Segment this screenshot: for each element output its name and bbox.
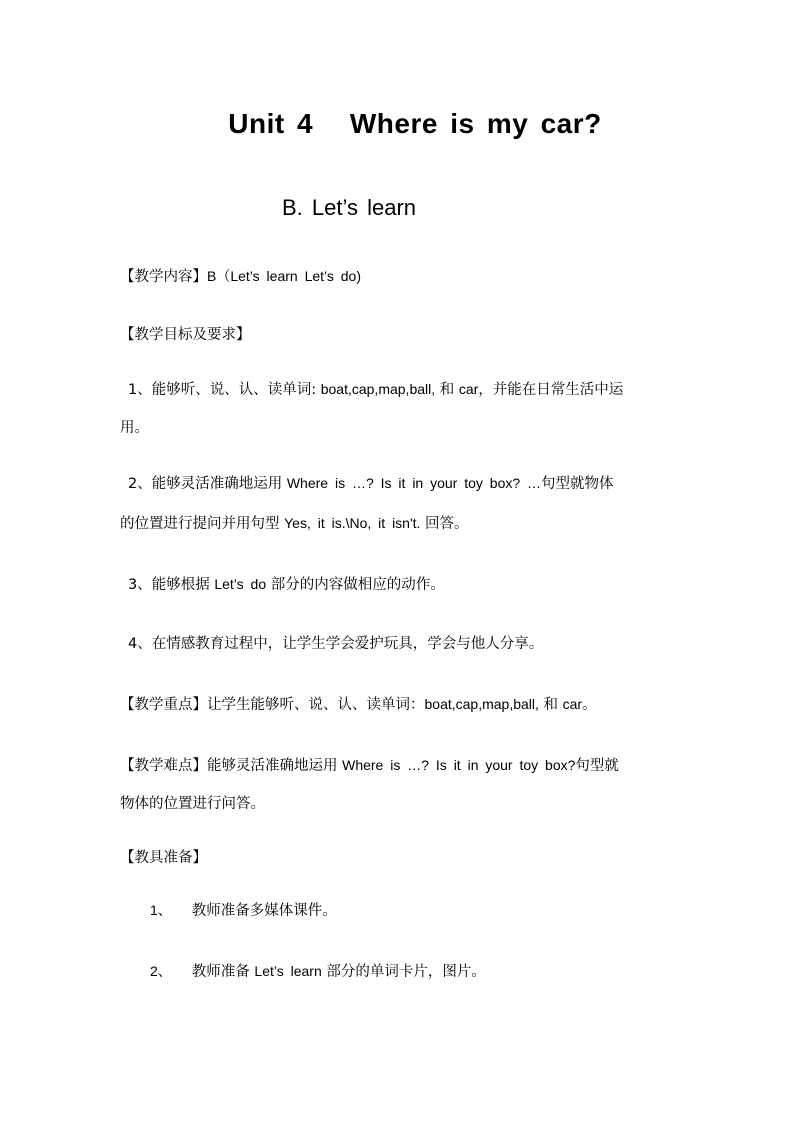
preparation-item-1 bbox=[150, 899, 710, 922]
difficulties-line bbox=[120, 754, 680, 777]
page-subtitle: B. Let’s learn bbox=[282, 195, 417, 220]
key-points-car: car bbox=[562, 696, 583, 712]
key-points-line bbox=[120, 693, 680, 716]
key-points-and: 和 bbox=[538, 697, 563, 713]
content-line bbox=[120, 265, 680, 288]
difficulties-text-c: 句型就 bbox=[575, 758, 619, 774]
objective-1-part-a: 1、能够听、说、认、读单词: bbox=[128, 382, 321, 398]
key-points-label: 【教学重点】 bbox=[120, 697, 207, 713]
difficulties-label: 【教学难点】 bbox=[120, 758, 207, 774]
key-points-words: boat,cap,map,ball, bbox=[424, 696, 539, 712]
difficulties-pattern: Where is …? Is it in your toy box? bbox=[342, 757, 576, 773]
preparation-item-2-number: 2、 bbox=[150, 963, 172, 979]
preparation-item-1-number: 1、 bbox=[150, 902, 172, 918]
objective-3-part-a: 3、能够根据 bbox=[128, 577, 215, 593]
page-title: Unit 4 Where is my car? bbox=[228, 108, 602, 139]
objective-2-answer: Yes, it is.\No, it isn't. bbox=[284, 515, 421, 531]
objective-2 bbox=[128, 472, 688, 495]
objective-1-car: car bbox=[458, 381, 479, 397]
preparation-item-2-lets-learn: Let’s learn bbox=[254, 963, 322, 979]
objective-1 bbox=[128, 378, 688, 401]
objective-3-part-c: 部分的内容做相应的动作。 bbox=[266, 577, 445, 593]
difficulties-text-a: 能够灵活准确地运用 bbox=[207, 758, 343, 774]
objective-2-part-a: 2、能够灵活准确地运用 bbox=[128, 476, 287, 492]
objective-1-words: boat,cap,map,ball, bbox=[320, 381, 436, 397]
objective-2-part-d: 的位置进行提问并用句型 bbox=[120, 516, 285, 532]
objective-2-part-c: 句型就物体 bbox=[541, 476, 614, 492]
objective-1-part-e: ，并能在日常生活中运 bbox=[478, 382, 624, 398]
objective-1-continued: 用。 bbox=[120, 420, 149, 436]
difficulties-continued: 物体的位置进行问答。 bbox=[120, 796, 265, 812]
objective-1-and: 和 bbox=[435, 382, 459, 398]
key-points-text-a: 让学生能够听、说、认、读单词： bbox=[207, 697, 425, 713]
content-text: B（Let’s learn Let’s do) bbox=[207, 268, 362, 284]
objective-3-lets-do: Let’s do bbox=[214, 576, 267, 592]
preparation-heading: 【教具准备】 bbox=[120, 850, 207, 866]
preparation-item-1-text: 教师准备多媒体课件。 bbox=[191, 903, 337, 919]
preparation-item-2-part-c: 部分的单词卡片，图片。 bbox=[321, 964, 486, 980]
objective-2-part-f: 回答。 bbox=[420, 516, 469, 532]
content-label: 【教学内容】 bbox=[120, 269, 207, 285]
objective-4: 4、在情感教育过程中，让学生学会爱护玩具，学会与他人分享。 bbox=[128, 636, 544, 652]
objective-3 bbox=[128, 573, 688, 596]
key-points-end: 。 bbox=[582, 697, 597, 713]
preparation-item-2-part-a: 教师准备 bbox=[191, 964, 255, 980]
preparation-item-2 bbox=[150, 960, 710, 983]
objectives-heading: 【教学目标及要求】 bbox=[120, 327, 251, 343]
objective-2-continued bbox=[120, 512, 680, 535]
objective-2-pattern: Where is …? Is it in your toy box? … bbox=[286, 475, 542, 491]
